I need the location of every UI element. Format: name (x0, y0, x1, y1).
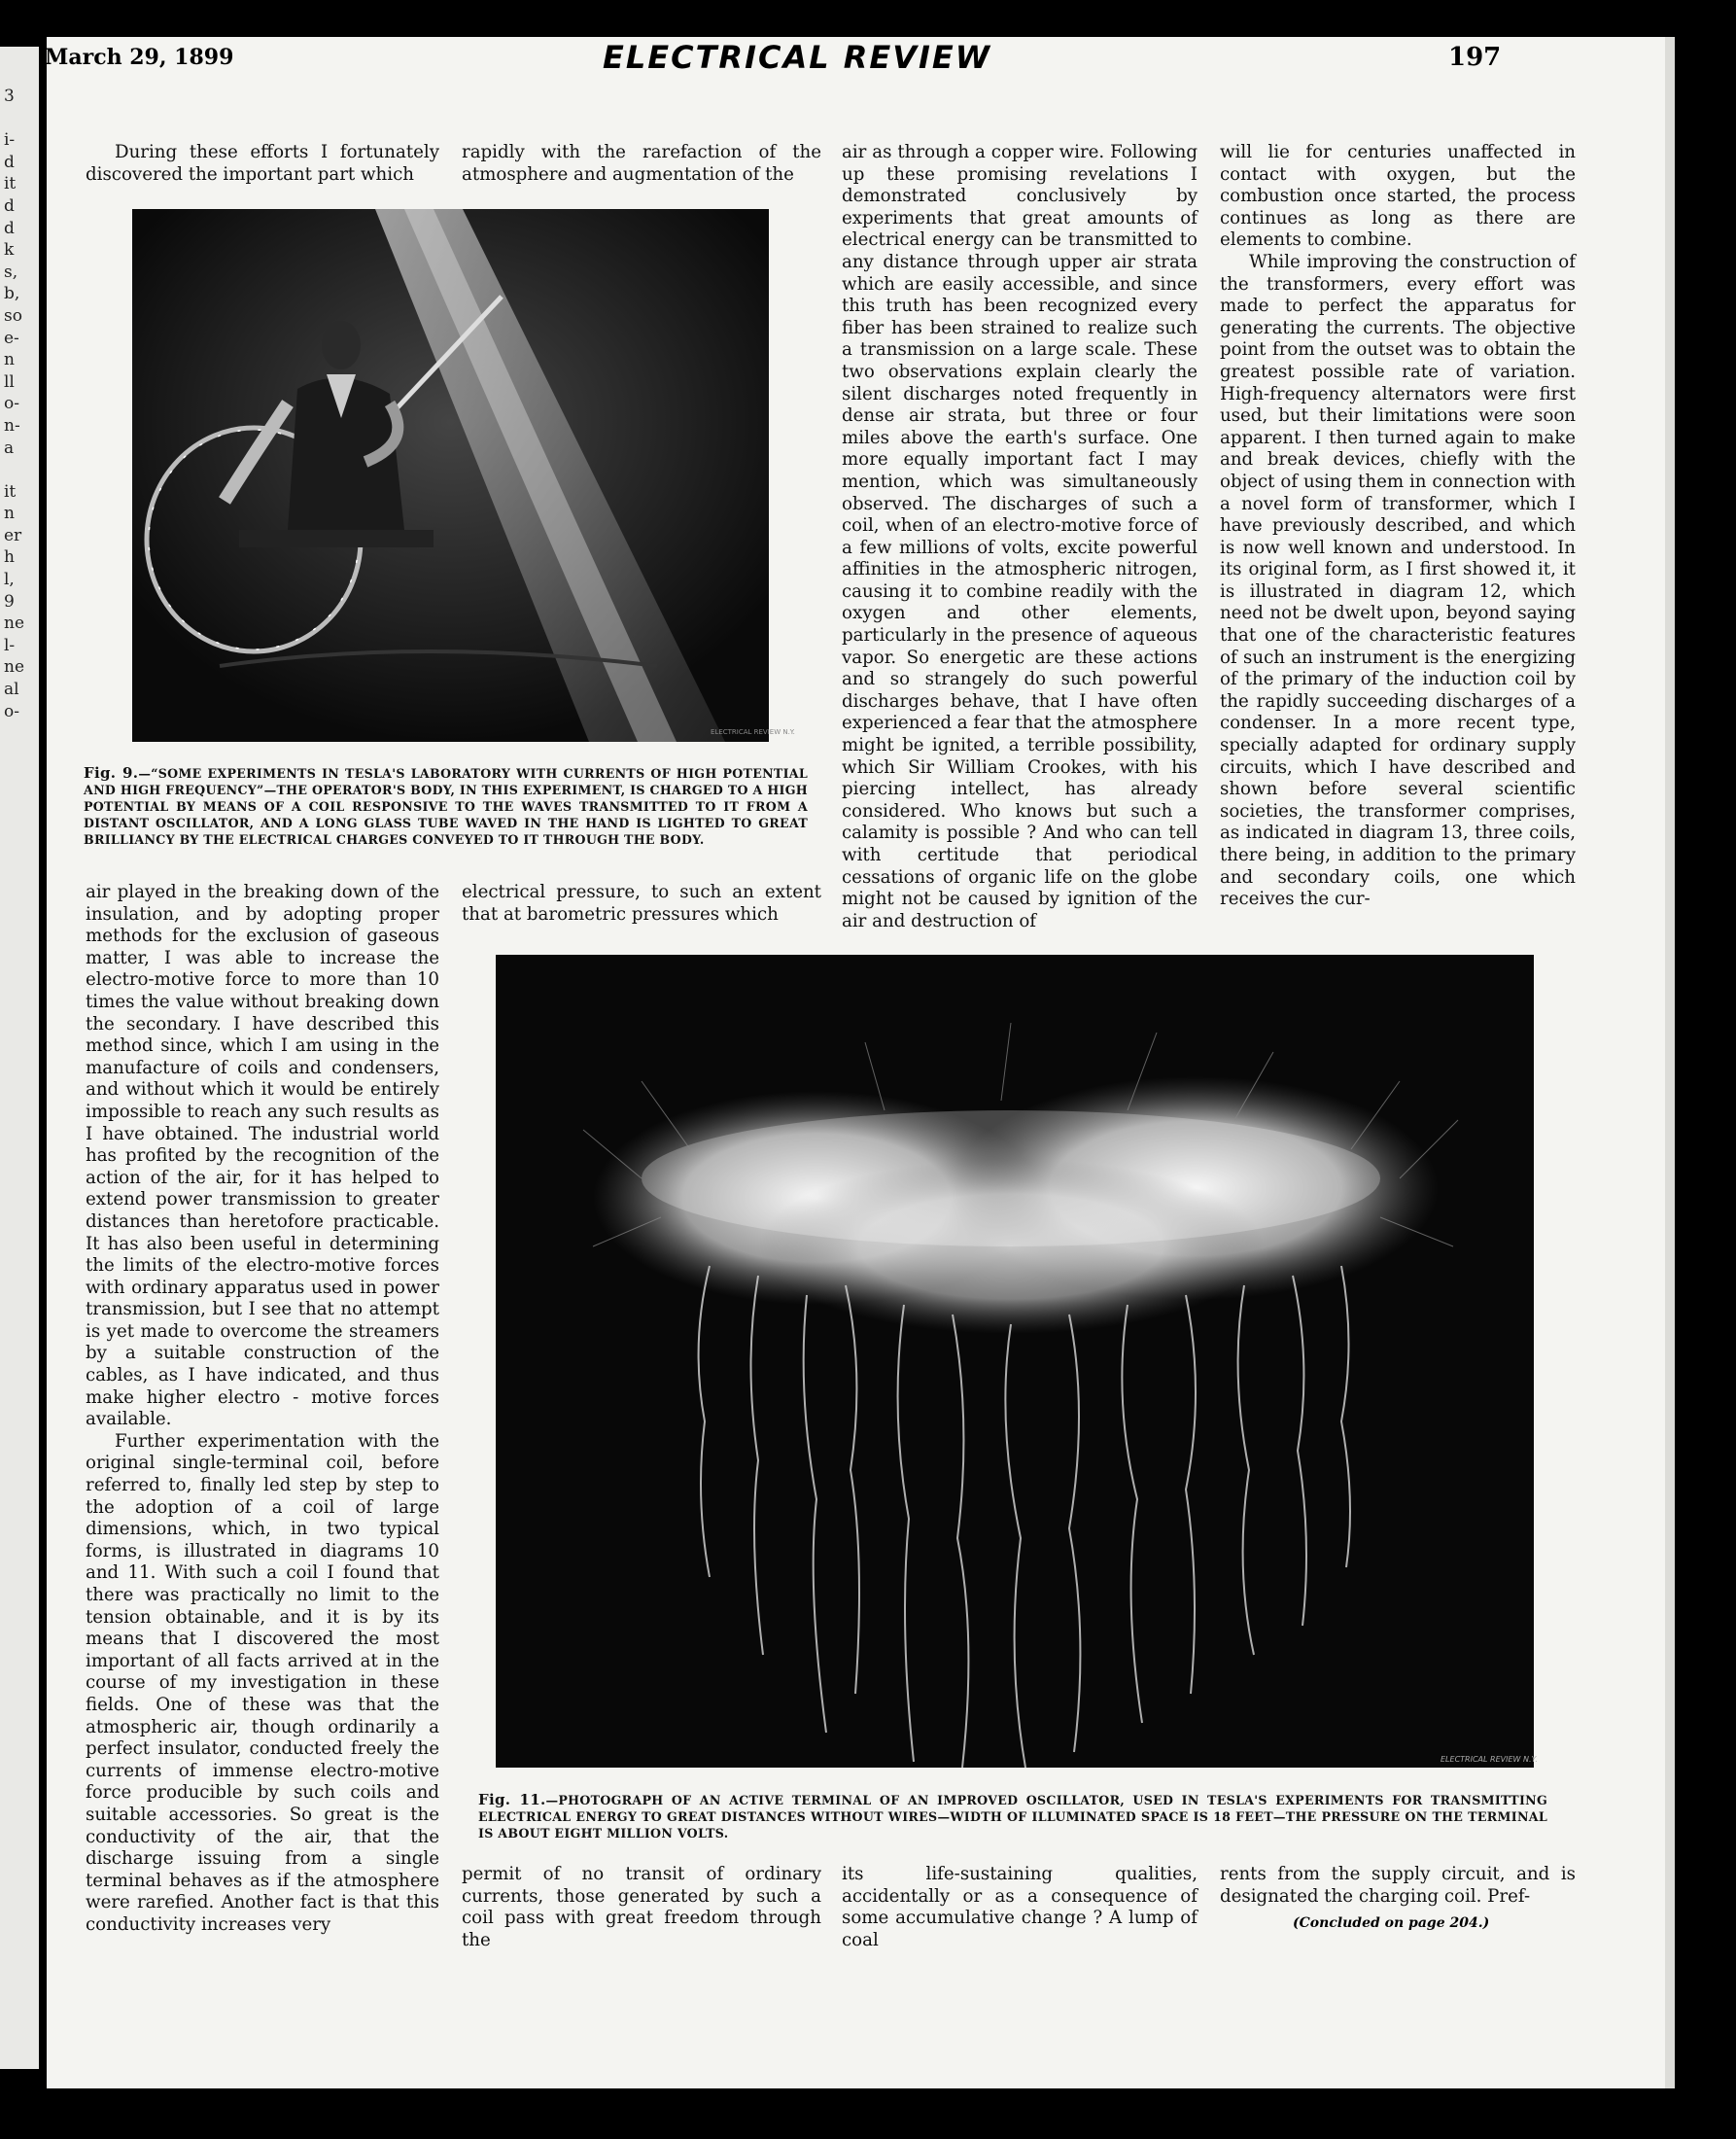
column-4-top (1220, 142, 1576, 911)
fig9-caption-text: —“SOME EXPERIMENTS IN TESLA'S LABORATORY WITH CURRENTS OF HIGH POTENTIAL AND HIGH FREQUENCY”—THE OPERATOR'S BODY, IN THIS EXPERIMENT, IS CHARGED TO A HIGH POTENTIAL BY MEANS OF A COIL RESPONSIVE TO THE WAVES TRANSMITTED TO IT FROM A DISTANT OSCILLATOR, AND A LONG GLASS TUBE WAVED IN THE HAND IS LIGHTED TO GREAT BRILLIANCY BY THE ELECTRICAL CHARGES CONVEYED TO IT THROUGH THE BODY. (84, 766, 808, 847)
paragraph: During these efforts I fortunately discovered the important part which (86, 142, 439, 185)
paragraph: its life-sustaining qualities, accidentally or as a consequence of some accumulative change ? A lump of coal (842, 1864, 1198, 1950)
paragraph: electrical pressure, to such an extent that at barometric pressures which (462, 882, 821, 925)
paragraph: will lie for centuries unaffected in contact with oxygen, but the combustion once started, the process continues as long as there are elements to combine. (1220, 142, 1576, 251)
paragraph: Further experimentation with the original single-terminal coil, before referred to, finally led step by step to the adoption of a coil of large dimensions, which, in two typical forms, is illustrated in diagrams 10 and 11. With such a coil I found that there was practically no limit to the tension obtainable, and it is by its means that I discovered the most important of all facts arrived at in the course of my investigation in these fields. One of these was that the atmospheric air, though ordinarily a perfect insulator, conducted freely the currents of immense electro-motive force producible by such coils and suitable accessories. So great is the conductivity of the air, that the discharge issuing from a single terminal behaves as if the atmosphere were rarefied. Another fact is that this conductivity increases very (86, 1430, 439, 1935)
column-4-bottom (1220, 1864, 1576, 1908)
column-1-body (86, 882, 439, 1937)
page-edge (1665, 37, 1675, 2088)
previous-page-edge (0, 47, 39, 2069)
fig11-credit: ELECTRICAL REVIEW N.Y. (1441, 1755, 1538, 1764)
paragraph: While improving the construction of the transformers, every effort was made to perfect the apparatus for generating the currents. The objective point from the outset was to obtain the greatest possible rate of variation. High-frequency alternators were first used, but their limitations were soon apparent. I then turned again to make and break devices, chiefly with the object of using them in connection with a novel form of transformer, which I have previously described, and which is now well known and understood. In its original form, as I first showed it, it is illustrated in diagram 12, which need not be dwelt upon, beyond saying that one of the characteristic features of such an instrument is the energizing of the primary of the induction coil by the rapidly succeeding discharges of a condenser. In a more recent type, specially adapted for ordinary supply circuits, which I have described and shown before several scientific societies, the transformer comprises, as indicated in diagram 13, three coils, there being, in addition to the primary and secondary coils, one which receives the cur- (1220, 251, 1576, 910)
page-number: 197 (1448, 43, 1502, 72)
fig11-caption-text: —PHOTOGRAPH OF AN ACTIVE TERMINAL OF AN IMPROVED OSCILLATOR, USED IN TESLA'S EXPERIMENTS FOR TRANSMITTING ELECTRICAL ENERGY TO GREAT DISTANCES WITHOUT WIRES—WIDTH OF ILLUMINATED SPACE IS 18 FEET—THE PRESSURE ON THE TERMINAL IS ABOUT EIGHT MILLION VOLTS. (478, 1793, 1548, 1841)
column-1-top (86, 142, 439, 186)
continuation-note: (Concluded on page 204.) (1293, 1915, 1490, 1931)
fig9-caption (84, 765, 808, 848)
fig9-image (132, 209, 795, 742)
fig11-caption (478, 1792, 1547, 1841)
fig9-credit: ELECTRICAL REVIEW N.Y. (711, 728, 795, 736)
paragraph: rents from the supply circuit, and is designated the charging coil. Pref- (1220, 1864, 1576, 1907)
column-3-bottom (842, 1864, 1198, 1951)
column-2-mid (462, 882, 821, 926)
column-2-bottom (462, 1864, 821, 1951)
paragraph: air played in the breaking down of the insulation, and by adopting proper methods for the exclusion of gaseous matter, I was able to increase the electro-motive force to more than 10 times the value without breaking down the secondary. I have described this method since, which I am using in the manufacture of coils and condensers, and without which it would be entirely impossible to reach any such results as I have obtained. The industrial world has profited by the recognition of the action of the air, for it has helped to extend power transmission to greater distances than heretofore practicable. It has also been useful in determining the limits of the electro-motive forces with ordinary apparatus used in power transmission, but I see that no attempt is yet made to overcome the streamers by a suitable construction of the cables, as I have indicated, and thus make higher electro - motive forces available. (86, 882, 439, 1430)
masthead-title: ELECTRICAL REVIEW (603, 39, 992, 76)
paragraph: air as through a copper wire. Following up these promising revelations I demonstrated conclusively by experiments that great amounts of electrical energy can be transmitted to any distance through upper air strata which are easily accessible, and since this truth has been recognized every fiber has been strained to realize such a transmission on a large scale. These two observations explain clearly the silent discharges noted frequently in dense air strata, but three or four miles above the earth's surface. One more equally important fact I may mention, which was simultaneously observed. The discharges of such a coil, when of an electro-motive force of a few millions of volts, excite powerful affinities in the atmospheric nitrogen, causing it to combine readily with the oxygen and other elements, particularly in the presence of aqueous vapor. So energetic are these actions and so strangely do such powerful discharges behave, that I have often experienced a fear that the atmosphere might be ignited, a terrible possibility, which Sir William Crookes, with his piercing intellect, has already considered. Who knows but such a calamity is possible ? And who can tell with certitude that periodical cessations of organic life on the globe might not be caused by ignition of the air and destruction of (842, 142, 1198, 931)
previous-page-fragment: 3 i- d it d d k s, b, so e- n ll o- n- a it n er h l, 9 ne l- ne al o- (4, 87, 25, 721)
paragraph: permit of no transit of ordinary currents, those generated by such a coil pass with great freedom through the (462, 1864, 821, 1950)
column-3-top (842, 142, 1198, 932)
fig11-photograph (496, 955, 1538, 1768)
column-2-top (462, 142, 821, 186)
fig11-caption-lead: Fig. 11. (478, 1791, 546, 1808)
paragraph: rapidly with the rarefaction of the atmosphere and augmentation of the (462, 142, 821, 185)
fig11-image (496, 955, 1538, 1768)
issue-date: March 29, 1899 (45, 45, 234, 70)
fig9-caption-lead: Fig. 9. (84, 764, 139, 782)
fig9-photograph (132, 209, 795, 742)
